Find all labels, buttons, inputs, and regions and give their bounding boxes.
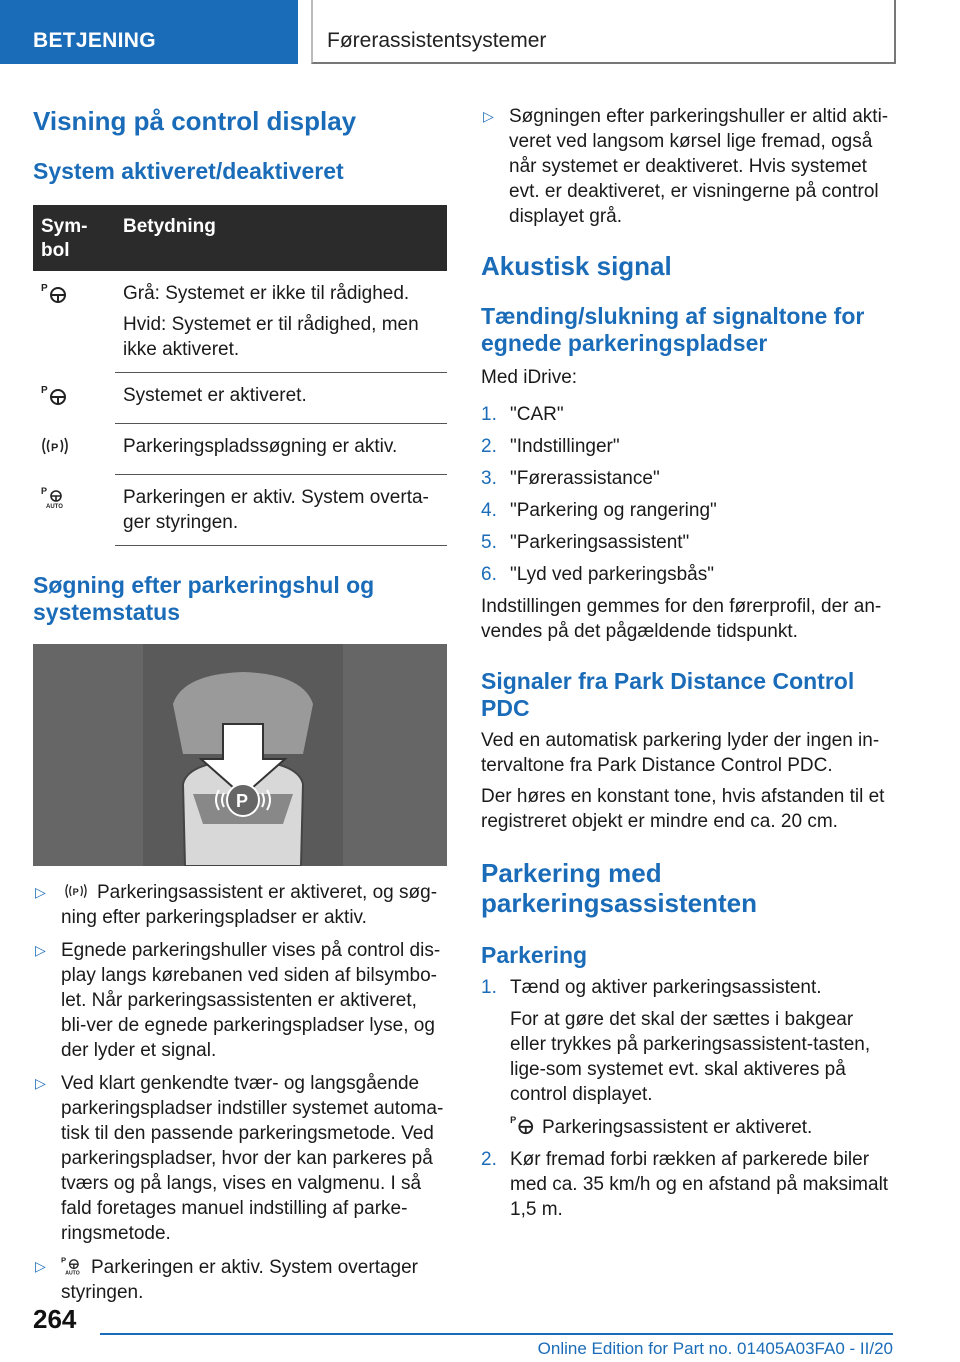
table-cell-text: Grå: Systemet er ikke til rådighed. <box>123 283 410 304</box>
settings-note: Indstillingen gemmes for den førerprofil, der an-vendes på det pågældende tidspunkt. <box>481 596 882 642</box>
bullet-text: Egnede parkeringshuller vises på control dis-play langs kørebanen ved siden af bilsymbo-let. Når parkeringsassistenten er aktiveret, bli-ver de egnede parkeringspladser lyse, og der lyder et signal. <box>61 940 441 1061</box>
step-number: 2. <box>481 1149 497 1170</box>
step-number: 4. <box>481 500 497 521</box>
step-number: 2. <box>481 436 497 457</box>
step-text: Tænd og aktiver parkeringsassistent. <box>510 977 822 998</box>
parking-search-icon <box>61 881 91 901</box>
pdc-text-1: Ved en automatisk parkering lyder der ingen in-tervaltone fra Park Distance Control PDC. <box>481 730 880 776</box>
pdc-text-2: Der høres en konstant tone, hvis afstanden til et registreret objekt er mindre end ca. 20 cm. <box>481 786 885 832</box>
step-text: "Førerassistance" <box>510 468 660 489</box>
list-item <box>481 562 893 587</box>
heading-parkering: Parkering <box>481 942 588 968</box>
search-bullets <box>33 880 447 1305</box>
bullet-text: Parkeringen er aktiv. System overtager styringen. <box>61 1257 419 1303</box>
list-item <box>481 530 893 555</box>
parking-search-icon <box>33 424 115 475</box>
page-header <box>0 0 960 66</box>
step-number: 6. <box>481 564 497 585</box>
step-number: 1. <box>481 404 497 425</box>
list-item: ▷ Søgningen efter parkeringshuller er altid akti-veret ved langsom kørsel lige fremad, også når systemet er deaktiveret. Hvis systemet evt. er deaktiveret, er visningerne på control displayet grå. <box>483 106 889 227</box>
step-text: Kør fremad forbi rækken af parkerede biler med ca. 35 km/h og en afstand på maksimalt 1,5 m. <box>510 1149 889 1220</box>
table-cell-text: Systemet er aktiveret. <box>123 385 307 406</box>
edition-text: Online Edition for Part no. 01405A03FA0 - II/20 <box>537 1339 893 1358</box>
table-cell-text: Hvid: Systemet er til rådighed, men ikke aktiveret. <box>123 314 419 360</box>
svg-text:P: P <box>510 1115 517 1126</box>
idrive-label: Med iDrive: <box>481 367 578 388</box>
table-row <box>33 424 447 475</box>
step-text: "Parkering og rangering" <box>510 500 717 521</box>
parking-auto-icon <box>61 1254 85 1276</box>
parking-steps <box>481 975 893 1222</box>
step-text: "Lyd ved parkeringsbås" <box>510 564 714 585</box>
parking-assist-active-icon <box>510 1114 536 1136</box>
list-item: ▷ P AUTO Parkeringen er aktiv. System overtager styringen. <box>35 1255 419 1303</box>
symbol-table <box>33 205 447 546</box>
table-header-meaning: Betydning <box>115 205 447 271</box>
idrive-steps <box>481 402 893 587</box>
list-item: ▷ P Parkeringsassistent er aktiveret, og søg-ning efter parkeringspladser er aktiv. <box>35 882 438 928</box>
bullet-text: Parkeringsassistent er aktiveret, og søg-ning efter parkeringspladser er aktiv. <box>61 882 438 928</box>
list-item <box>481 1147 893 1222</box>
list-item <box>481 402 893 427</box>
left-column <box>33 100 447 1313</box>
svg-text:P: P <box>51 441 59 454</box>
heading-search: Søgning efter parkeringshul og systemstatus <box>33 572 375 625</box>
list-item <box>481 434 893 459</box>
svg-text:P: P <box>41 283 48 294</box>
svg-text:AUTO: AUTO <box>46 503 63 509</box>
svg-text:P: P <box>41 384 48 396</box>
step-text: "Indstillinger" <box>510 436 620 457</box>
parking-assist-grey-icon <box>33 271 115 373</box>
svg-text:P: P <box>61 1255 67 1265</box>
table-row <box>33 271 447 373</box>
table-cell-text: Parkeringen er aktiv. System overta-ger styringen. <box>123 487 429 533</box>
right-bullets <box>481 104 893 229</box>
list-item <box>481 975 893 1140</box>
heading-pdc: Signaler fra Park Distance Control PDC <box>481 668 855 721</box>
parking-assist-active-icon <box>33 373 115 424</box>
parking-auto-icon <box>33 475 115 546</box>
heading-system-status: System aktiveret/deaktiveret <box>33 158 344 184</box>
heading-signaltone: Tænding/slukning af signaltone for egnede parkeringspladser <box>481 303 865 356</box>
step-number: 3. <box>481 468 497 489</box>
list-item: ▷ Ved klart genkendte tvær- og langsgående parkeringspladser indstiller systemet automa-tisk til den passende parkeringsmetode. Ved parkeringspladser, hvor der kan parkeres på tværs og på langs, vises en valgmenu. I så fald foretages manuel indstilling af parke-ringsmetode. <box>35 1073 444 1244</box>
bullet-text: Søgningen efter parkeringshuller er altid akti-veret ved langsom kørsel lige fremad, også når systemet er deaktiveret. Hvis systemet evt. er deaktiveret, er visningerne på control displayet grå. <box>509 106 889 227</box>
parking-display-illustration <box>33 644 447 866</box>
table-row <box>33 373 447 424</box>
chapter-title: Førerassistentsystemer <box>311 0 896 64</box>
step-iconline <box>510 1114 893 1140</box>
right-column <box>481 100 893 1229</box>
heading-visning: Visning på control display <box>33 106 357 136</box>
heading-akustisk: Akustisk signal <box>481 251 672 281</box>
page-number: 264 <box>33 1304 77 1334</box>
table-header-symbol: Sym-bol <box>33 205 115 271</box>
svg-text:AUTO: AUTO <box>65 1270 80 1276</box>
svg-text:P: P <box>236 791 249 811</box>
list-item <box>481 498 893 523</box>
table-cell-text: Parkeringspladssøgning er aktiv. <box>123 436 398 457</box>
step-text: "CAR" <box>510 404 564 425</box>
bullet-text: Ved klart genkendte tvær- og langsgående parkeringspladser indstiller systemet automa-tisk til den passende parkeringsmetode. Ved parkeringspladser, hvor der kan parkeres på tværs og på langs, vises en valgmenu. I så fald foretages manuel indstilling af parke-ringsmetode. <box>61 1073 444 1244</box>
list-item: ▷ Egnede parkeringshuller vises på control dis-play langs kørebanen ved siden af bilsymbo-let. Når parkeringsassistenten er aktiveret, bli-ver de egnede parkeringspladser lyse, og der lyder et signal. <box>35 940 441 1061</box>
section-tab: BETJENING <box>0 0 298 64</box>
step-text: "Parkeringsassistent" <box>510 532 690 553</box>
list-item <box>481 466 893 491</box>
svg-text:P: P <box>41 485 48 496</box>
table-row <box>33 475 447 546</box>
step-iconline-text: Parkeringsassistent er aktiveret. <box>542 1117 813 1138</box>
step-number: 5. <box>481 532 497 553</box>
step-number: 1. <box>481 977 497 998</box>
heading-parkering-med: Parkering med parkeringsassistenten <box>481 858 758 918</box>
step-subtext: For at gøre det skal der sættes i bakgear eller trykkes på parkeringsassistent-tasten, lige-som systemet evt. skal aktiveres på control displayet. <box>510 1009 871 1105</box>
svg-text:P: P <box>72 887 79 898</box>
footer-divider <box>100 1333 893 1335</box>
